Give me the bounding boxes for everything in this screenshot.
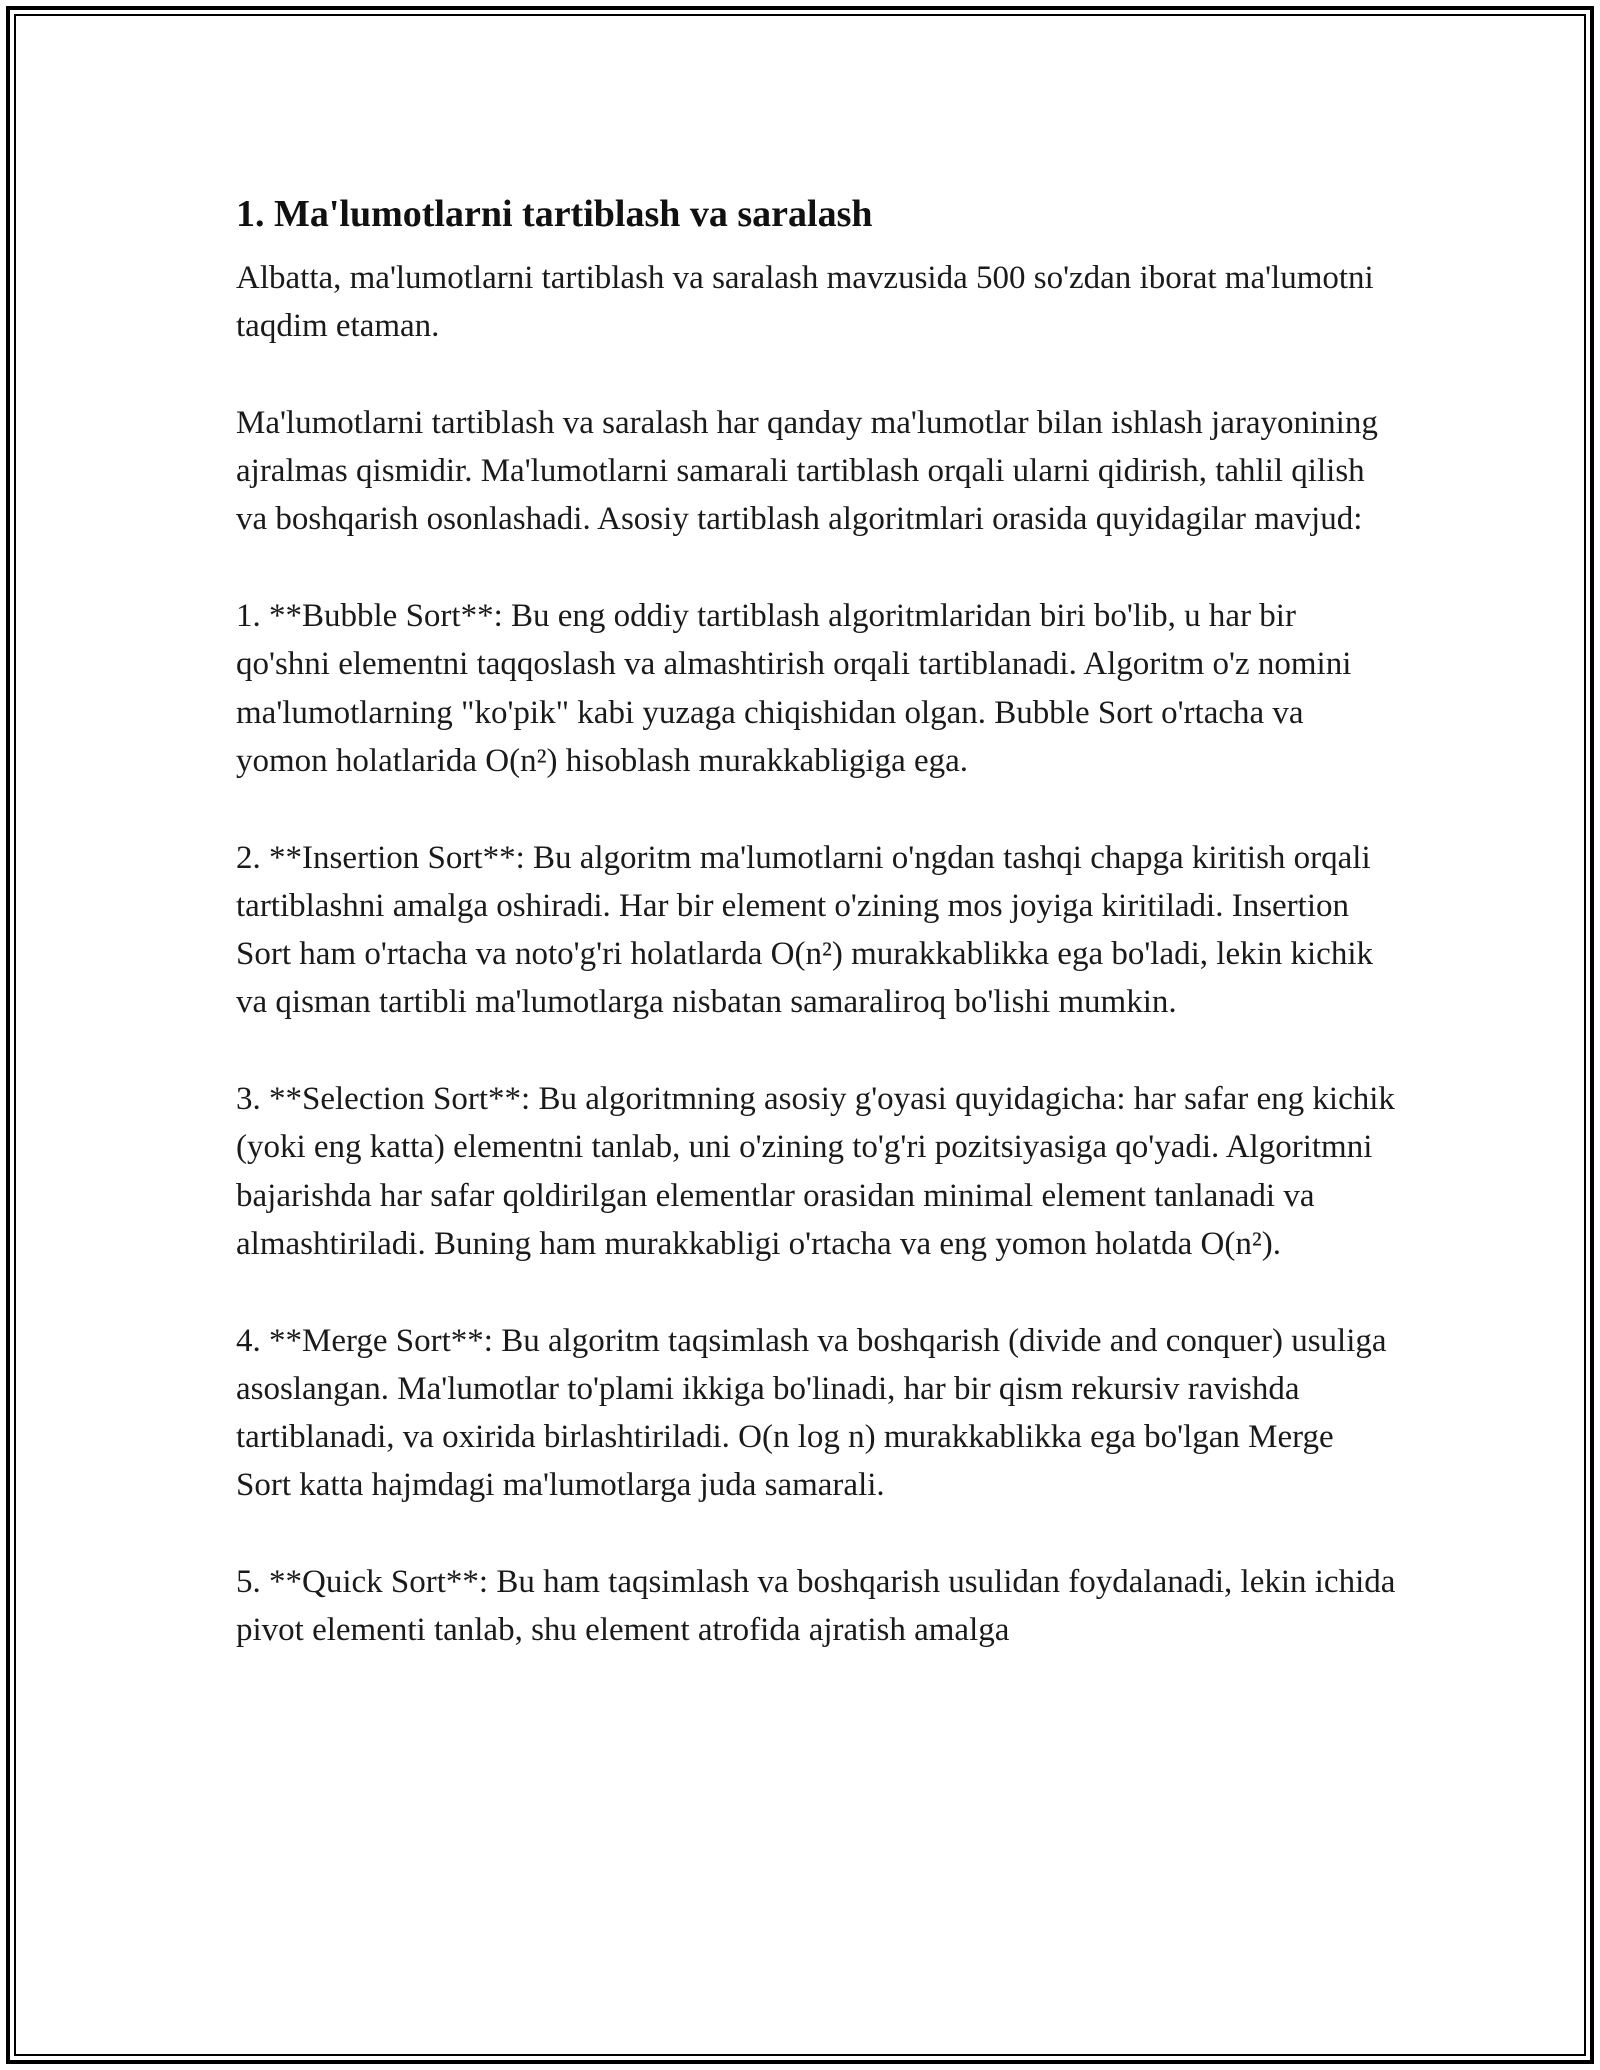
document-title: 1. Ma'lumotlarni tartiblash va saralash — [236, 193, 873, 235]
paragraph-quick-sort: 5. **Quick Sort**: Bu ham taqsimlash va boshqarish usulidan foydalanadi, lekin ichida pivot elementi tanlab, shu element atrofida ajratish amalga — [236, 1564, 1396, 1649]
paragraph-selection-sort: 3. **Selection Sort**: Bu algoritmning asosiy g'oyasi quyidagicha: har safar eng kichik (yoki eng katta) elementni tanlab, uni o'zining to'g'ri pozitsiyasiga qo'yadi. Algoritmni bajarishda har safar qoldirilgan elementlar orasidan minimal element tanlanadi va almashtiriladi. Buning ham murakkabligi o'rtacha va eng yomon holatda O(n²). — [236, 1081, 1395, 1262]
paragraph-bubble-sort: 1. **Bubble Sort**: Bu eng oddiy tartiblash algoritmlaridan biri bo'lib, u har bir qo'shni elementni taqqoslash va almashtirish orqali tartiblanadi. Algoritm o'z nomini ma'lumotlarning "ko'pik" kabi yuzaga chiqishidan olgan. Bubble Sort o'rtacha va yomon holatlarida O(n²) hisoblash murakkabligiga ega. — [236, 598, 1352, 779]
document-body — [236, 182, 1396, 1655]
paragraph-insertion-sort: 2. **Insertion Sort**: Bu algoritm ma'lumotlarni o'ngdan tashqi chapga kiritish orqali tartiblashni amalga oshiradi. Har bir element o'zining mos joyiga kiritiladi. Insertion Sort ham o'rtacha va noto'g'ri holatlarda O(n²) murakkablikka ega bo'ladi, lekin kichik va qisman tartibli ma'lumotlarga nisbatan samaraliroq bo'lishi mumkin. — [236, 839, 1374, 1021]
paragraph-overview: Ma'lumotlarni tartiblash va saralash har qanday ma'lumotlar bilan ishlash jarayonining ajralmas qismidir. Ma'lumotlarni samarali tartiblash orqali ularni qidirish, tahlil qilish va boshqarish osonlashadi. Asosiy tartiblash algoritmlari orasida quyidagilar mavjud: — [236, 404, 1378, 538]
paragraph-intro: Albatta, ma'lumotlarni tartiblash va saralash mavzusida 500 so'zdan iborat ma'lumotni taqdim etaman. — [236, 260, 1374, 345]
paragraph-merge-sort: 4. **Merge Sort**: Bu algoritm taqsimlash va boshqarish (divide and conquer) usuliga asoslangan. Ma'lumotlar to'plami ikkiga bo'linadi, har bir qism rekursiv ravishda tartiblanadi, va oxirida birlashtiriladi. O(n log n) murakkablikka ega bo'lgan Merge Sort katta hajmdagi ma'lumotlarga juda samarali. — [236, 1322, 1387, 1504]
